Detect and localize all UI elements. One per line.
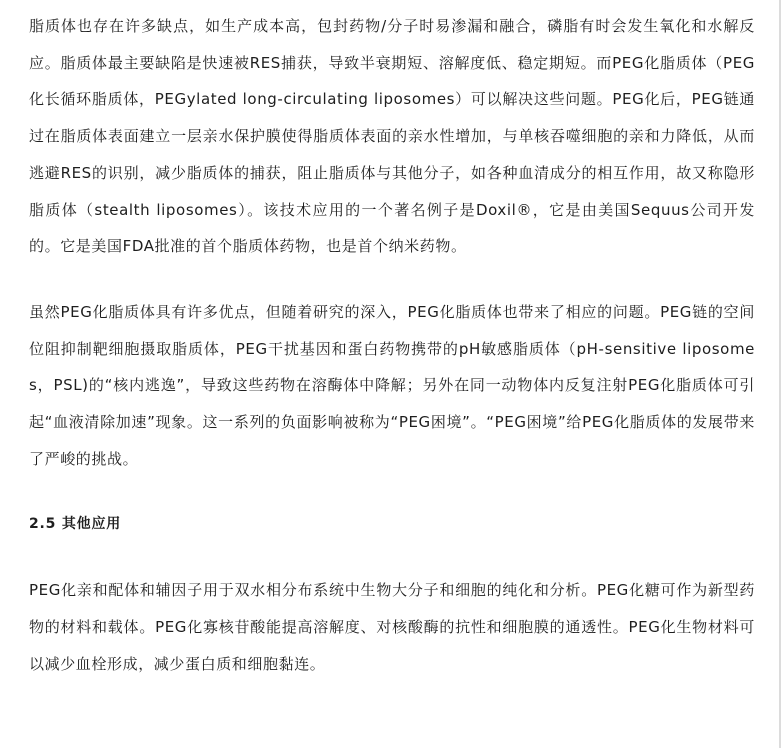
paragraph-spacer	[29, 543, 755, 572]
section-heading: 2.5 其他应用	[29, 516, 122, 533]
paragraph-liposome-drawbacks: 脂质体也存在许多缺点，如生产成本高，包封药物/分子时易渗漏和融合，磷脂有时会发生氧化和水解反应。脂质体最主要缺陷是快速被RES捕获，导致半衰期短、溶解度低、稳定期短。而PEG化脂质体（PEG化长循环脂质体，PEGylated long-circulating liposomes）可以解决这些问题。PEG化后，PEG链通过在脂质体表面建立一层亲水保护膜使得脂质体表面的亲水性增加，与单核吞噬细胞的亲和力降低，从而逃避RES的识别，减少脂质体的捕获，阻止脂质体与其他分子，如各种血清成分的相互作用，故又称隐形脂质体（stealth liposomes）。该技术应用的一个著名例子是Doxil®，它是由美国Sequus公司开发的。它是美国FDA批准的首个脂质体药物，也是首个纳米药物。	[29, 17, 755, 256]
paragraph-spacer	[29, 265, 755, 294]
paragraph-spacer	[29, 477, 755, 506]
paragraph-peg-dilemma: 虽然PEG化脂质体具有许多优点，但随着研究的深入，PEG化脂质体也带来了相应的问题。PEG链的空间位阻抑制靶细胞摄取脂质体，PEG干扰基因和蛋白药物携带的pH敏感脂质体（pH-sensitive liposomes，PSL)的“核内逃逸”，导致这些药物在溶酶体中降解；另外在同一动物体内反复注射PEG化脂质体可引起“血液清除加速”现象。这一系列的负面影响被称为“PEG困境”。“PEG困境”给PEG化脂质体的发展带来了严峻的挑战。	[29, 302, 755, 468]
paragraph-other-applications: PEG化亲和配体和辅因子用于双水相分布系统中生物大分子和细胞的纯化和分析。PEG化糖可作为新型药物的材料和载体。PEG化寡核苷酸能提高溶解度、对核酸酶的抗性和细胞膜的通透性。PEG化生物材料可以减少血栓形成，减少蛋白质和细胞黏连。	[29, 581, 755, 673]
